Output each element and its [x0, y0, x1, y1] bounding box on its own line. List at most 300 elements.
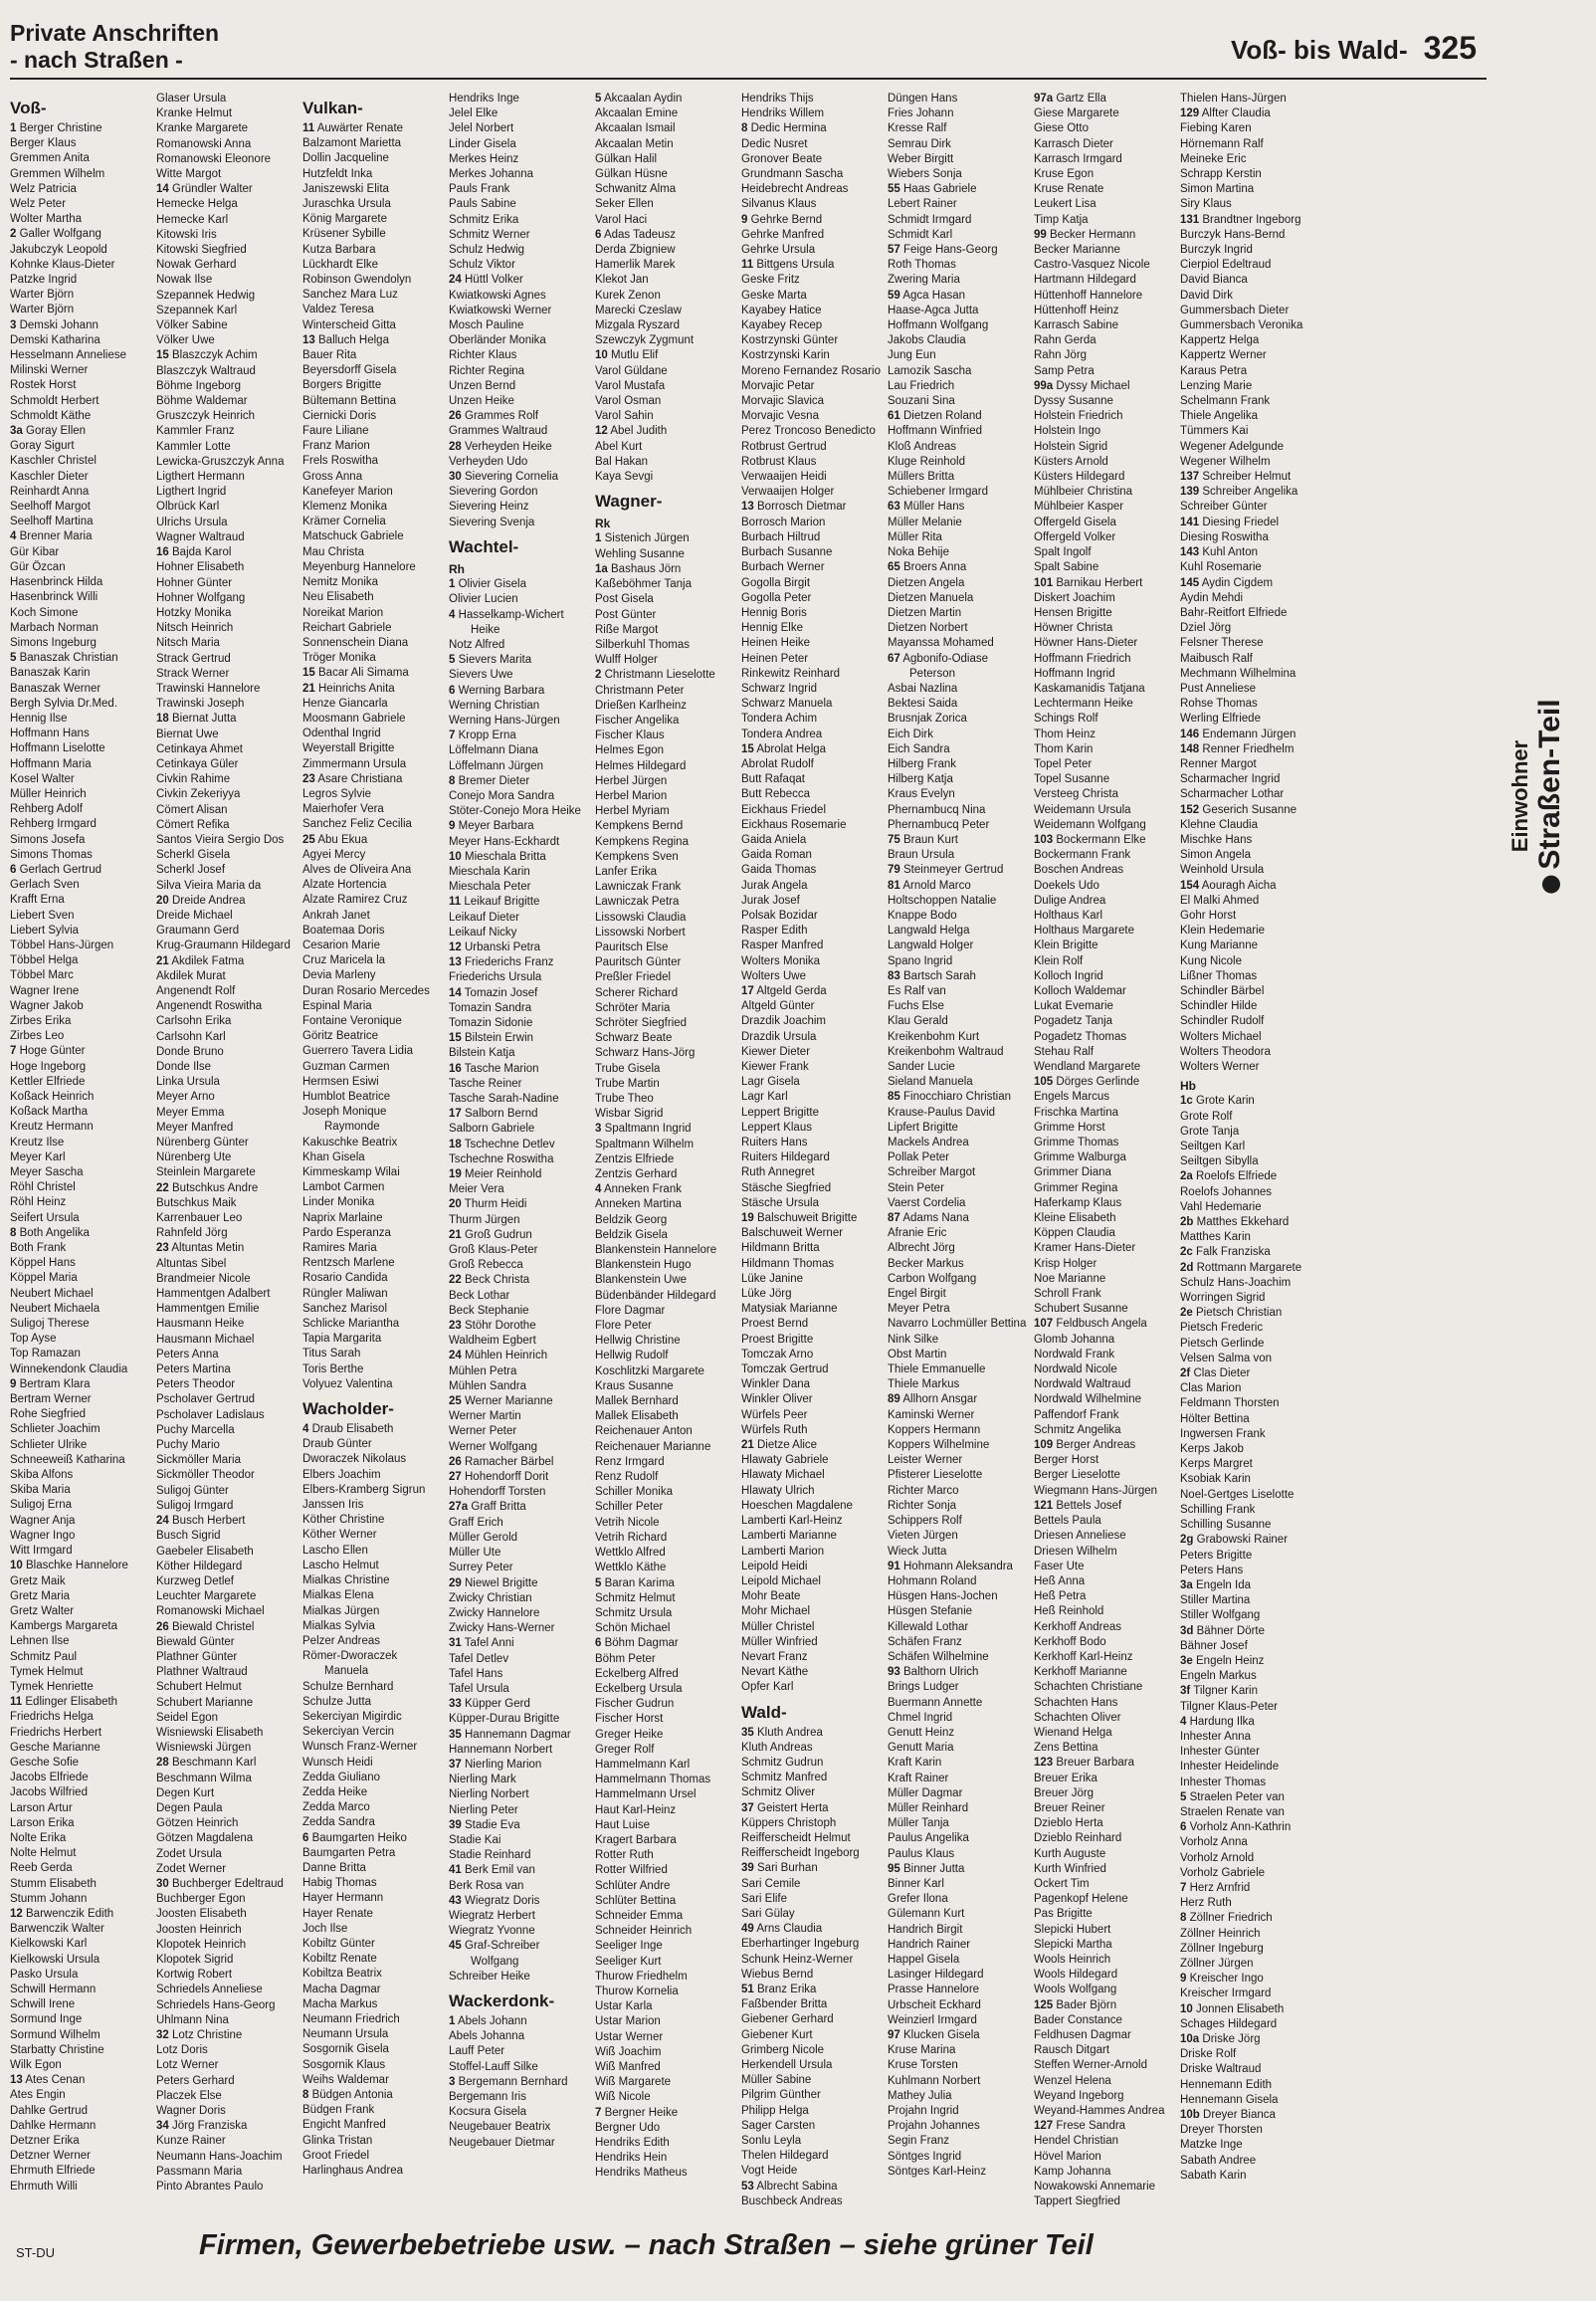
resident-name: Meyer Sascha [10, 1166, 84, 1179]
resident-entry [1180, 772, 1320, 787]
resident-entry [449, 1621, 589, 1636]
resident-entry [741, 1499, 882, 1514]
house-number: 27 [449, 1471, 462, 1484]
resident-entry [302, 1997, 443, 2012]
house-number: 35 [449, 1728, 462, 1741]
resident-entry [595, 1077, 735, 1092]
resident-name: Schulz Hedwig [449, 244, 525, 257]
resident-entry [302, 953, 443, 968]
resident-entry [449, 1682, 589, 1697]
resident-entry [449, 1955, 589, 1970]
resident-name: Richter Marco [888, 1484, 959, 1497]
resident-entry [449, 470, 589, 485]
resident-name: Höwner Hans-Dieter [1034, 637, 1138, 650]
resident-name: Hoeschen Magdalene [741, 1499, 853, 1512]
resident-entry [888, 1408, 1028, 1423]
resident-name: Simons Thomas [10, 848, 93, 861]
resident-entry [10, 1090, 150, 1105]
resident-name: Wools Wolfgang [1034, 1984, 1117, 1996]
resident-entry [302, 1226, 443, 1241]
resident-name: Starbatty Christine [10, 2043, 104, 2056]
resident-entry [595, 1107, 735, 1122]
resident-name: Straelen Peter van [1189, 1790, 1285, 1803]
resident-name: Kakuschke Beatrix [302, 1136, 398, 1149]
resident-name: Wiß Margarete [595, 2076, 672, 2089]
resident-entry [449, 774, 589, 789]
resident-entry [10, 1831, 150, 1846]
resident-name: Jörg Franziska [172, 2120, 248, 2133]
resident-entry [1180, 1140, 1320, 1154]
resident-entry [741, 2195, 882, 2209]
resident-entry [888, 1377, 1028, 1392]
resident-entry [156, 1106, 297, 1121]
resident-name: Herz Ruth [1180, 1897, 1232, 1910]
resident-name: Lagr Karl [741, 1091, 788, 1104]
resident-name: Berk Emil van [465, 1864, 535, 1877]
resident-entry [10, 227, 150, 242]
resident-name: Wolters Theodora [1180, 1045, 1271, 1058]
resident-name: Klein Rolf [1034, 954, 1084, 967]
resident-entry [1180, 1881, 1320, 1896]
resident-entry [156, 1711, 297, 1726]
resident-name: Lewicka-Gruszczyk Anna [156, 455, 285, 468]
resident-entry [10, 1014, 150, 1029]
resident-entry [595, 819, 735, 834]
resident-name: Altgeld Günter [741, 1000, 815, 1013]
resident-name: Kramer Hans-Dieter [1034, 1242, 1136, 1255]
resident-name: Jung Eun [888, 349, 936, 362]
resident-entry [888, 1877, 1028, 1892]
resident-name: Brusnjak Zorica [888, 713, 967, 726]
resident-entry [741, 197, 882, 212]
resident-name: Schings Rolf [1034, 713, 1098, 726]
resident-entry [302, 924, 443, 939]
resident-name: Dörges Gerlinde [1056, 1076, 1140, 1089]
resident-name: Marecki Czeslaw [595, 304, 682, 316]
resident-entry [302, 1437, 443, 1452]
resident-entry [449, 137, 589, 152]
resident-entry [302, 651, 443, 666]
resident-entry [741, 1514, 882, 1529]
house-number: 3 [10, 318, 17, 331]
house-number: 1 [449, 578, 456, 591]
resident-name: Wunsch Heidi [302, 1756, 373, 1769]
resident-name: Hannemann Dagmar [465, 1728, 571, 1741]
resident-name: Meier Reinhold [465, 1168, 542, 1181]
resident-name: Mühlbeier Kasper [1034, 501, 1124, 514]
resident-name: Tröger Monika [302, 652, 376, 665]
house-number: 2d [1180, 1261, 1194, 1274]
resident-name: Schiller Monika [595, 1486, 673, 1499]
resident-name: Grimmer Regina [1034, 1181, 1118, 1194]
resident-name: Würfels Peer [741, 1408, 808, 1421]
resident-entry [156, 1377, 297, 1392]
resident-name: Banaszak Christian [19, 652, 118, 665]
resident-name: Krafft Erna [10, 894, 65, 907]
resident-entry [449, 955, 589, 970]
house-number: 11 [741, 259, 754, 272]
resident-entry [1180, 470, 1320, 485]
resident-entry [449, 1334, 589, 1349]
resident-name: Sander Lucie [888, 1061, 955, 1073]
resident-entry [888, 833, 1028, 848]
resident-name: Hendriks Matheus [595, 2167, 688, 2180]
resident-entry [449, 684, 589, 699]
resident-entry [449, 638, 589, 653]
resident-entry [10, 1044, 150, 1059]
resident-name: Hermsen Esiwi [302, 1075, 379, 1088]
house-number: 99a [1034, 379, 1054, 392]
resident-name: Kwiatkowski Werner [449, 304, 552, 316]
resident-entry [1034, 2104, 1174, 2119]
resident-entry [10, 741, 150, 756]
resident-name: Hüsgen Hans-Jochen [888, 1590, 998, 1603]
resident-name: Trube Martin [595, 1077, 660, 1090]
resident-name: Suligoj Therese [10, 1318, 90, 1331]
house-number: 1 [449, 2014, 456, 2027]
resident-entry [1180, 379, 1320, 394]
resident-name: Merkes Heinz [449, 152, 519, 165]
side-tab-section-label: Straßen-Teil [1533, 699, 1566, 870]
house-number: 143 [1180, 546, 1200, 559]
resident-name: Hlawaty Ulrich [741, 1484, 815, 1497]
resident-name: Fries Johann [888, 107, 954, 120]
resident-name: Meyenburg Hannelore [302, 560, 416, 573]
house-number: 11 [302, 122, 315, 134]
resident-entry [595, 880, 735, 895]
resident-name: Unzen Heike [449, 395, 514, 408]
resident-entry [595, 1092, 735, 1107]
resident-name: Inhester Thomas [1180, 1776, 1267, 1788]
resident-name: Leipold Heidi [741, 1560, 808, 1572]
resident-entry [156, 2150, 297, 2165]
resident-name: Reichenauer Anton [595, 1425, 693, 1438]
resident-entry [156, 818, 297, 833]
resident-entry [741, 289, 882, 304]
resident-name: Kraft Karin [888, 1757, 942, 1770]
resident-entry [302, 1649, 443, 1664]
resident-entry [10, 1287, 150, 1302]
resident-name: Schwarz Manuela [741, 698, 833, 711]
resident-entry [1034, 1226, 1174, 1241]
resident-name: Schages Hildegard [1180, 2017, 1278, 2030]
district-code: Hb [1180, 1079, 1196, 1094]
resident-name: Schulze Jutta [302, 1695, 372, 1708]
resident-entry [595, 273, 735, 288]
resident-entry [1034, 924, 1174, 939]
resident-entry [10, 984, 150, 999]
resident-name: Biernat Jutta [172, 713, 237, 726]
resident-name: Suligoj Erna [10, 1499, 73, 1512]
resident-entry [449, 1728, 589, 1743]
resident-name: Paffendorf Frank [1034, 1408, 1119, 1421]
house-number: 26 [449, 1455, 462, 1468]
house-number: 31 [449, 1637, 462, 1650]
resident-entry [888, 1756, 1028, 1771]
resident-entry [1180, 318, 1320, 333]
resident-entry [741, 409, 882, 424]
resident-entry [10, 1150, 150, 1165]
resident-entry [595, 2166, 735, 2181]
resident-entry [741, 1272, 882, 1287]
resident-entry [10, 2149, 150, 2164]
resident-entry [1034, 500, 1174, 515]
resident-name: Post Gisela [595, 593, 654, 606]
resident-name: Mühlen Heinrich [465, 1350, 548, 1362]
resident-entry [156, 1696, 297, 1711]
resident-name: Franz Marion [302, 440, 370, 453]
resident-entry [10, 848, 150, 863]
resident-name: Blankenstein Hugo [595, 1259, 692, 1272]
resident-name: Zwicky Hans-Werner [449, 1622, 555, 1635]
resident-entry [1180, 1957, 1320, 1972]
resident-name: Mohr Beate [741, 1590, 801, 1603]
resident-entry [888, 954, 1028, 969]
house-number: 11 [10, 1696, 23, 1709]
resident-entry [156, 500, 297, 515]
resident-entry [1034, 757, 1174, 772]
resident-name: Sormund Wilhelm [10, 2028, 100, 2041]
resident-name: Sievers Marita [458, 654, 532, 667]
resident-name: Pilgrim Günther [741, 2089, 821, 2102]
resident-name: Hasenbrinck Hilda [10, 576, 103, 589]
resident-name: Beldzik Gisela [595, 1228, 668, 1241]
resident-entry [156, 2043, 297, 2058]
resident-name: Hemecke Helga [156, 198, 238, 211]
resident-name: Szepannek Karl [156, 304, 238, 316]
resident-name: Bilstein Erwin [465, 1032, 534, 1045]
resident-entry [888, 1938, 1028, 1953]
resident-entry [10, 1060, 150, 1075]
resident-entry [595, 759, 735, 774]
resident-entry [1180, 742, 1320, 757]
resident-entry [1180, 1715, 1320, 1730]
resident-entry [449, 1516, 589, 1531]
resident-entry [595, 2060, 735, 2075]
resident-name: Donde Bruno [156, 1045, 224, 1058]
resident-name: Werner Marianne [465, 1395, 553, 1408]
resident-entry [302, 1952, 443, 1967]
resident-entry [449, 865, 589, 880]
resident-entry [1180, 1805, 1320, 1820]
resident-entry [888, 1968, 1028, 1983]
resident-name: Lebert Rainer [888, 198, 957, 211]
resident-name: Müller Dagmar [888, 1786, 963, 1799]
resident-entry [449, 880, 589, 895]
resident-name: Schäfen Franz [888, 1635, 962, 1648]
resident-name: Nowak Gerhard [156, 259, 237, 272]
resident-name: Gogolla Peter [741, 591, 812, 604]
resident-entry [741, 485, 882, 500]
resident-name: Bremer Dieter [458, 774, 530, 787]
house-number: 6 [10, 863, 17, 876]
resident-name: Werner Peter [449, 1425, 517, 1438]
resident-entry [741, 333, 882, 348]
resident-name: Kwiatkowski Agnes [449, 289, 546, 302]
resident-entry [302, 939, 443, 953]
resident-entry [888, 697, 1028, 712]
resident-name: Wettklo Alfred [595, 1547, 666, 1560]
resident-entry [302, 243, 443, 258]
resident-name: Sekerciyan Migirdic [302, 1710, 402, 1723]
resident-entry [449, 1273, 589, 1288]
resident-name: Graff Erich [449, 1516, 503, 1529]
resident-name: Grefer Ilona [888, 1893, 948, 1906]
resident-name: Grimme Walburga [1034, 1151, 1126, 1164]
resident-entry [1180, 848, 1320, 863]
resident-name: Siry Klaus [1180, 198, 1232, 211]
resident-entry [449, 1636, 589, 1651]
resident-entry [302, 1317, 443, 1332]
resident-entry [888, 818, 1028, 833]
resident-name: Kerps Jakob [1180, 1443, 1244, 1456]
resident-entry [10, 439, 150, 454]
resident-name: Kreutz Ilse [10, 1136, 65, 1149]
house-number: 6 [1180, 1821, 1187, 1834]
resident-entry [595, 714, 735, 729]
resident-name: Hilberg Frank [888, 757, 957, 770]
resident-entry [10, 802, 150, 817]
resident-entry [1180, 1820, 1320, 1835]
resident-entry [1180, 1593, 1320, 1608]
resident-entry [595, 1576, 735, 1591]
resident-entry [741, 2164, 882, 2179]
house-number: 8 [10, 1226, 17, 1239]
resident-entry [1034, 1923, 1174, 1938]
resident-name: Schelmann Frank [1180, 395, 1271, 408]
resident-entry [10, 1816, 150, 1831]
resident-entry [449, 1167, 589, 1182]
resident-name: Zedda Sandra [302, 1816, 375, 1829]
resident-entry [10, 1680, 150, 1695]
resident-entry [595, 1909, 735, 1924]
resident-entry [156, 1998, 297, 2013]
resident-entry [449, 1606, 589, 1621]
resident-name: Schippers Rolf [888, 1515, 962, 1528]
resident-name: Kostrzynski Karin [741, 349, 830, 362]
resident-entry [156, 455, 297, 470]
resident-name: Kung Marianne [1180, 940, 1258, 952]
resident-name: Graf-Schreiber [465, 1940, 540, 1953]
resident-entry [302, 1483, 443, 1498]
resident-name: Kaßeböhmer Tanja [595, 578, 692, 591]
resident-name: Reifferscheidt Helmut [741, 1831, 851, 1844]
footer-code: ST-DU [16, 2245, 55, 2260]
resident-name: Dyssy Susanne [1034, 395, 1113, 408]
resident-entry [888, 1665, 1028, 1680]
resident-entry [10, 1741, 150, 1756]
resident-entry [302, 1180, 443, 1195]
resident-name: Titus Sarah [302, 1348, 361, 1360]
resident-entry [595, 1500, 735, 1515]
resident-entry [449, 289, 589, 304]
resident-entry [449, 729, 589, 743]
resident-entry [741, 394, 882, 409]
resident-entry [156, 682, 297, 697]
resident-name: Sekerciyan Vercin [302, 1726, 395, 1739]
resident-name: Koppers Hermann [888, 1423, 981, 1436]
resident-name: Vorholz Ann-Kathrin [1189, 1821, 1292, 1834]
resident-name: Ehrmuth Elfriede [10, 2165, 96, 2178]
resident-name: Pauritsch Else [595, 941, 669, 953]
resident-name: Meyer Emma [156, 1106, 225, 1119]
resident-entry [302, 621, 443, 636]
resident-entry [741, 984, 882, 999]
house-number: 103 [1034, 833, 1054, 846]
resident-name: Borrosch Dietmar [757, 501, 847, 514]
resident-entry [888, 2074, 1028, 2089]
resident-entry [888, 1196, 1028, 1211]
resident-entry [888, 1423, 1028, 1438]
resident-entry [10, 454, 150, 469]
resident-entry [741, 606, 882, 621]
resident-entry [595, 789, 735, 804]
resident-entry [449, 1016, 589, 1031]
resident-entry [302, 878, 443, 893]
resident-name: Lüke Jörg [741, 1288, 792, 1301]
resident-entry [1034, 560, 1174, 575]
resident-entry [595, 1531, 735, 1546]
resident-entry [449, 623, 589, 638]
resident-name: Müller Heinrich [10, 787, 87, 800]
resident-entry [449, 2044, 589, 2059]
resident-entry [888, 1287, 1028, 1302]
resident-name: Sanchez Feliz Cecilia [302, 818, 412, 831]
resident-name: Matysiak Marianne [741, 1303, 838, 1316]
resident-entry [1034, 712, 1174, 727]
resident-name: Tasche Reiner [449, 1077, 522, 1090]
resident-entry [1034, 1121, 1174, 1136]
resident-name: Akcaalan Ismail [595, 122, 676, 135]
resident-entry [888, 667, 1028, 682]
resident-name: Büdgen Frank [302, 2104, 375, 2117]
resident-entry [1180, 167, 1320, 182]
resident-name: Reichenauer Marianne [595, 1440, 711, 1453]
resident-name: Lauff Peter [449, 2045, 505, 2058]
resident-entry [1180, 304, 1320, 318]
resident-entry [741, 757, 882, 772]
resident-entry [1180, 197, 1320, 212]
resident-entry [888, 606, 1028, 621]
resident-name: Többel Helga [10, 954, 79, 967]
resident-entry [1034, 1165, 1174, 1180]
resident-entry [741, 2134, 882, 2149]
resident-entry [1180, 2123, 1320, 2138]
resident-name: Olbrück Karl [156, 501, 220, 514]
resident-entry [1180, 954, 1320, 969]
resident-name: Riße Margot [595, 623, 659, 636]
resident-entry [156, 697, 297, 712]
resident-entry [888, 348, 1028, 363]
resident-entry [888, 1726, 1028, 1741]
resident-entry [10, 273, 150, 288]
resident-name: Danne Britta [302, 1861, 366, 1874]
resident-name: Grabowski Rainer [1196, 1534, 1289, 1547]
resident-entry [10, 136, 150, 151]
resident-entry [741, 560, 882, 575]
resident-name: Ulrichs Ursula [156, 516, 228, 528]
resident-name: Zöllner Jürgen [1180, 1957, 1254, 1970]
resident-name: Gerlach Gertrud [19, 863, 102, 876]
resident-name: Sievering Gordon [449, 486, 538, 499]
resident-name: Hammentgen Emilie [156, 1303, 260, 1316]
resident-name: Berger Lieselotte [1034, 1469, 1120, 1482]
house-number: 28 [449, 440, 462, 453]
resident-entry [1034, 1106, 1174, 1121]
resident-name: Wiegratz Yvonne [449, 1925, 535, 1938]
resident-entry [1180, 1578, 1320, 1593]
house-number: 26 [449, 410, 462, 423]
